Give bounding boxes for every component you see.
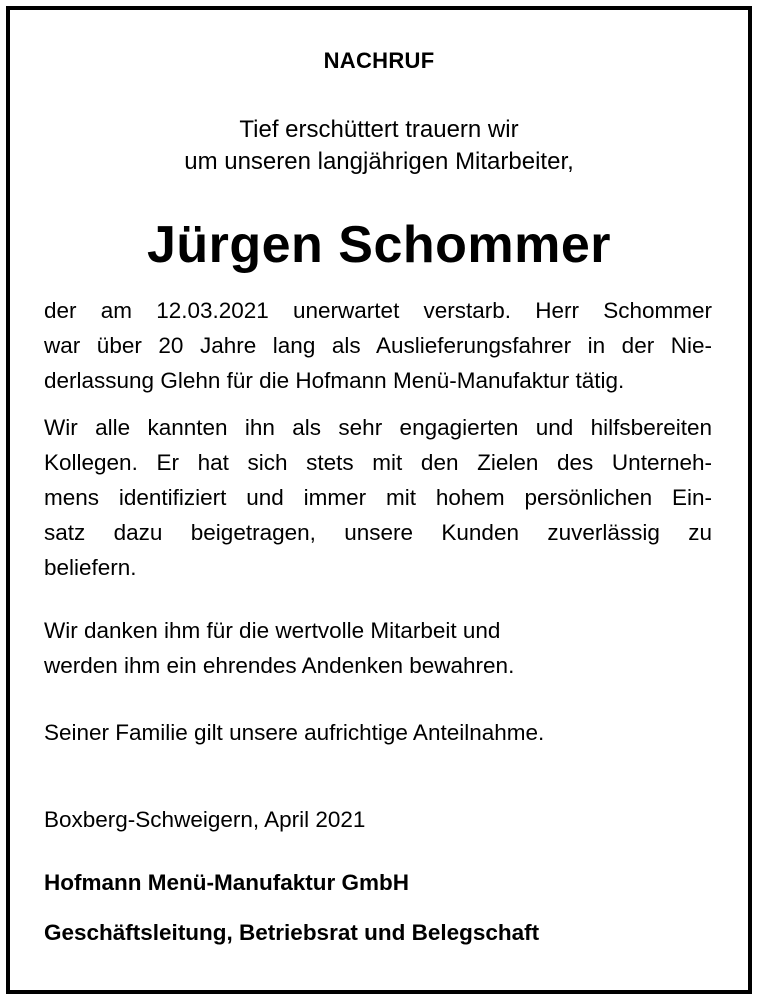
intro-line: Tief erschüttert trauern wir [239, 116, 519, 143]
paragraph-line: beliefern. [44, 555, 137, 580]
company-name: Hofmann Menü-Manufaktur GmbH [44, 870, 409, 895]
signatories: Geschäftsleitung, Betriebsrat und Belegschaft [44, 920, 540, 945]
paragraph-line: satz dazu beigetragen, unsere Kunden zuverlässig zu [44, 520, 712, 545]
place-date: Boxberg-Schweigern, April 2021 [44, 807, 366, 832]
paragraph-line: Wir alle kannten ihn als sehr engagierten und hilfsbereiten [44, 415, 712, 440]
paragraph-line: werden ihm ein ehrendes Andenken bewahren. [44, 653, 515, 678]
deceased-name: Jürgen Schommer [146, 216, 612, 274]
paragraph-line: der am 12.03.2021 unerwartet verstarb. Herr Schommer [44, 298, 712, 323]
paragraph-line: derlassung Glehn für die Hofmann Menü-Manufaktur tätig. [44, 368, 625, 393]
paragraph-death-notice [44, 293, 712, 398]
paragraph-thanks [44, 613, 712, 683]
paragraph-line: Wir danken ihm für die wertvolle Mitarbeit und [44, 618, 501, 643]
notice-heading: NACHRUF [323, 48, 435, 73]
paragraph-tribute [44, 410, 712, 585]
paragraph-line: Kollegen. Er hat sich stets mit den Zielen des Unterneh- [44, 450, 712, 475]
paragraph-line: mens identifiziert und immer mit hohem persönlichen Ein- [44, 485, 712, 510]
intro-text [10, 114, 748, 178]
paragraph-condolences: Seiner Familie gilt unsere aufrichtige Anteilnahme. [44, 720, 545, 745]
obituary-notice [6, 6, 752, 994]
intro-line: um unseren langjährigen Mitarbeiter, [184, 148, 574, 175]
paragraph-line: war über 20 Jahre lang als Auslieferungsfahrer in der Nie- [44, 333, 712, 358]
